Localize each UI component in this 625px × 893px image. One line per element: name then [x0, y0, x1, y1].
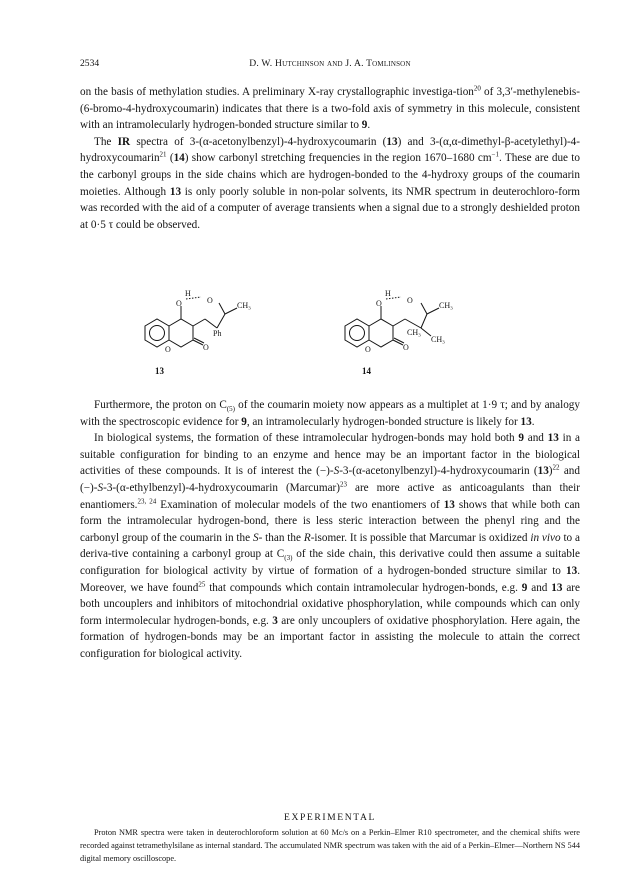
- structure-13: [135, 284, 295, 364]
- compound-ref: 13: [537, 465, 549, 478]
- text-run: In biological systems, the formation of these intramolecular hydrogen-bonds may hold both: [94, 432, 519, 445]
- atom-label: O: [176, 299, 182, 308]
- atom-label: CH₃: [237, 301, 251, 310]
- paragraph: Proton NMR spectra were taken in deuterochloroform solution at 60 Mc/s on a Perkin–Elmer R10 spectrometer, and the chemical shifts were recorded against tetramethylsilane as internal standard. The accumulated NMR spectrum was taken with the aid of a Perkin–Elmer—Northern NS 544 digital memory oscilloscope.: [80, 828, 580, 863]
- intro-text: [80, 84, 580, 233]
- atom-label: Ph: [213, 329, 222, 338]
- page-header: [80, 58, 580, 74]
- italic-run: S: [97, 481, 104, 494]
- text-run: (: [166, 152, 174, 165]
- text-run: are more active as anticoagulants than their enantiomers.: [80, 481, 580, 511]
- italic-run: in vivo: [530, 531, 561, 544]
- reference: 21: [159, 150, 167, 159]
- structure-14: [335, 284, 515, 364]
- atom-label: O: [165, 345, 171, 354]
- atom-label: O: [376, 299, 382, 308]
- compound-ref: 9: [518, 432, 524, 445]
- main-text: [80, 397, 580, 663]
- atom-label: O: [365, 345, 371, 354]
- paragraph: [80, 430, 580, 662]
- compound-ref: 13: [551, 581, 563, 594]
- text-run: , an intramolecularly hydrogen-bonded structure is likely for: [246, 415, 521, 428]
- text-run: to a deriva-tive containing a carbonyl group at C: [80, 531, 580, 561]
- compound-ref: 13: [547, 432, 559, 445]
- experimental-text: [80, 826, 580, 865]
- text-run: of the coumarin moiety now appears as a multiplet at 1·9 τ; and by analogy with the spectroscopic evidence for: [80, 399, 580, 428]
- atom-label: O: [403, 343, 409, 352]
- compound-ref: 14: [173, 152, 185, 165]
- section-heading: EXPERIMENTAL: [284, 812, 376, 823]
- text-run: IR: [117, 135, 131, 148]
- text-run: of 3,3′-methylenebis-(6-bromo-4-hydroxycoumarin) indicates that there is a two-fold axis of symmetry in this molecule, consistent with an intramolecularly hydrogen-bonded structure similar to: [80, 86, 581, 132]
- atom-label: CH₃: [439, 301, 453, 310]
- text-run: are only uncouplers of oxidative phosphorylation. Here again, the formation of hydrogen-bonds may be an important factor in assisting the molecule to attain the correct configuration for biological activity.: [80, 614, 580, 660]
- text-run: and (−)-: [80, 465, 580, 494]
- italic-run: S: [252, 531, 259, 544]
- text-run: of the side chain, this derivative could then assume a suitable configuration for biological activity by virtue of formation of a hydrogen-bonded structure similar to: [80, 548, 580, 577]
- compound-ref: 9: [521, 581, 528, 594]
- running-head: D. W. Hutchinson and J. A. Tomlinson: [249, 58, 411, 69]
- atom-label: CH₃: [407, 328, 421, 337]
- unit-exponent: −1: [491, 150, 499, 159]
- text-run: on the basis of methylation studies. A preliminary X-ray crystallographic investiga-tion: [80, 86, 474, 98]
- text-run: are both uncouplers and inhibitors of mitochondrial oxidative phosphorylation, while compounds which can only form intermolecular hydrogen-bonds, e.g.: [80, 581, 580, 627]
- page-number: 2534: [80, 58, 100, 69]
- text-run: ): [548, 465, 553, 478]
- text-run: . Moreover, we have found: [80, 564, 580, 594]
- subscript: (5): [226, 405, 236, 414]
- paragraph: [80, 134, 580, 234]
- structure-number: 13: [155, 366, 164, 376]
- paragraph: [80, 84, 580, 134]
- reference: 23: [339, 480, 347, 489]
- reference: 20: [473, 84, 481, 93]
- atom-label: H: [185, 289, 191, 298]
- text-run: that compounds which contain intramolecular hydrogen-bonds, e.g.: [205, 581, 522, 594]
- text-run: Furthermore, the proton on C: [94, 399, 227, 411]
- text-run: -3-(α-acetonylbenzyl)-4-hydroxycoumarin (: [339, 465, 538, 478]
- structure-number: 14: [362, 366, 371, 376]
- text-run: and: [527, 581, 552, 594]
- italic-run: S: [333, 465, 340, 478]
- text-run: ) show carbonyl stretching frequencies in the region 1670–1680 cm: [184, 152, 492, 165]
- compound-ref: 13: [566, 564, 578, 577]
- text-run: Examination of molecular models of the two enantiomers of: [156, 498, 444, 511]
- text-run: - than the: [258, 531, 304, 544]
- text-run: . These are due to the carbonyl groups in the side chains which are hydrogen-bonded to the 4-hydroxy groups of the coumarin moieties. Although: [80, 152, 580, 198]
- subscript: (3): [284, 554, 293, 563]
- text-run: spectra of 3-(α-acetonylbenzyl)-4-hydroxycoumarin (: [130, 135, 387, 148]
- compound-ref: 3: [272, 614, 278, 627]
- compound-ref: 9: [361, 119, 368, 132]
- text-run: The: [94, 135, 118, 148]
- text-run: -3-(α-ethylbenzyl)-4-hydroxycoumarin (Marcumar): [103, 481, 340, 494]
- reference: 23, 24: [137, 496, 157, 505]
- text-run: .: [531, 415, 535, 428]
- text-run: and: [523, 432, 548, 445]
- atom-label: H: [385, 289, 391, 298]
- compound-ref: 9: [241, 415, 247, 428]
- atom-label: O: [207, 296, 213, 305]
- atom-label: CH₃: [431, 335, 445, 344]
- text-run: .: [367, 119, 371, 132]
- atom-label: O: [407, 296, 413, 305]
- compound-ref: 13: [169, 185, 182, 198]
- text-run: shows that while both can form the intramolecular hydrogen-bond, there is less steric interaction between the phenyl ring and the carbonyl group of the coumarin in the: [80, 498, 581, 544]
- reference: 22: [552, 463, 560, 472]
- text-run: is only poorly soluble in non-polar solvents, its NMR spectrum in deuterochloro-form was recorded with the aid of a computer of average transients when a signal due to a strongly deshielded proton at 0·5 τ could be observed.: [80, 185, 580, 231]
- text-run: in a suitable configuration for binding to an enzyme and hence may be an important factor in the biological activities of these compounds. It is of interest the (−)-: [80, 432, 581, 478]
- compound-ref: 13: [386, 135, 398, 148]
- italic-run: R: [303, 531, 311, 544]
- text-run: ) and 3-(α,α-dimethyl-β-acetylethyl)-4-hydroxycoumarin: [80, 135, 580, 165]
- compound-ref: 13: [520, 415, 532, 428]
- compound-ref: 13: [443, 498, 455, 511]
- reference: 25: [198, 579, 206, 588]
- chemical-structures: [80, 284, 580, 380]
- text-run: -isomer. It is possible that Marcumar is oxidized: [310, 531, 531, 544]
- atom-label: O: [203, 343, 209, 352]
- paragraph: [80, 397, 580, 430]
